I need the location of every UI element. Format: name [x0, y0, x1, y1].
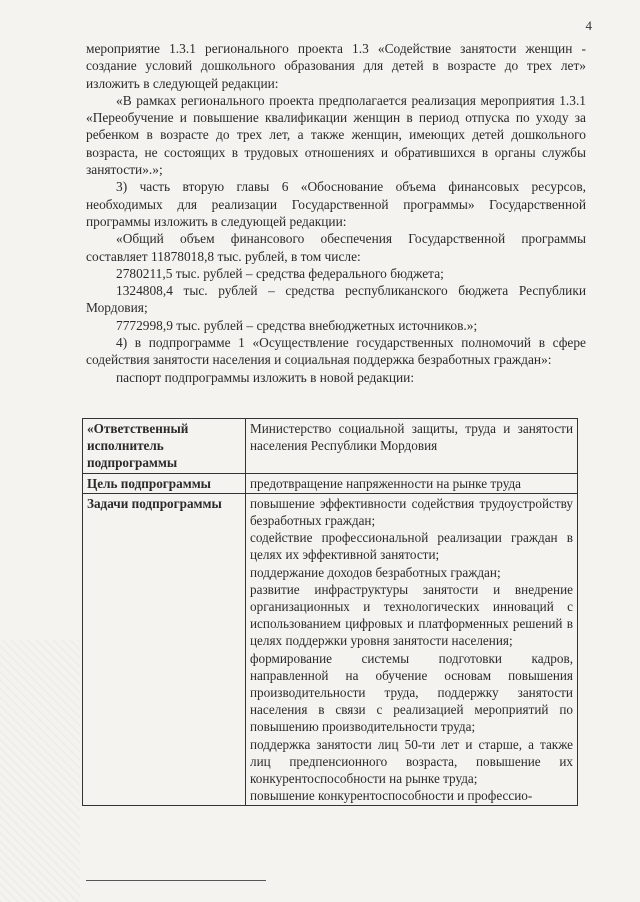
paragraph-chapter-6: 3) часть вторую главы 6 «Обоснование объема финансовых ресурсов, необходимых для реализации Государственной программы» Государственной программы изложить в следующей редакции: — [86, 179, 586, 229]
row-label-executor: «Ответственный исполнитель подпрограммы — [83, 419, 246, 474]
paragraph-subprogram-1: 4) в подпрограмме 1 «Осуществление государственных полномочий в сфере содействия занятости населения и социальная поддержка безработных граждан»: — [86, 335, 586, 368]
paragraph-federal-budget: 2780211,5 тыс. рублей – средства федерального бюджета; — [116, 265, 444, 281]
paragraph-measure-text: мероприятие 1.3.1 регионального проекта 1.3 «Содействие занятости женщин - создание условий дошкольного образования для детей в возрасте до трех лет» изложить в следующей редакции: — [86, 41, 586, 91]
task-item: повышение конкурентоспособности и профессио- — [250, 788, 533, 804]
body-text — [86, 40, 586, 386]
task-item: формирование системы подготовки кадров, направленной на обучение основам повышения производительности труда, поддержку занятости населения в связи с реализацией мероприятий по повышению производительности труда; — [250, 650, 573, 735]
page-number: 4 — [585, 18, 592, 33]
task-item: развитие инфраструктуры занятости и внедрение организационных и технологических инноваций с использованием цифровых и платформенных решений в целях поддержки уровня занятости населения; — [250, 581, 573, 649]
paragraph-extrabudgetary: 7772998,9 тыс. рублей – средства внебюджетных источников.»; — [116, 317, 478, 333]
scan-noise — [0, 640, 80, 902]
task-item: содействие профессиональной реализации граждан в целях их эффективной занятости; — [250, 530, 573, 563]
row-value-tasks — [246, 493, 578, 806]
task-item: поддержка занятости лиц 50-ти лет и старше, а также лиц предпенсионного возраста, повышение их конкурентоспособности на рынке труда; — [250, 736, 573, 787]
row-value-goal: предотвращение напряженности на рынке труда — [246, 473, 578, 493]
task-item: поддержание доходов безработных граждан; — [250, 564, 501, 580]
paragraph-passport-intro: паспорт подпрограммы изложить в новой редакции: — [116, 369, 415, 385]
subprogram-passport-table — [82, 418, 578, 806]
task-item: повышение эффективности содействия трудоустройству безработных граждан; — [250, 495, 573, 529]
bottom-rule — [86, 880, 266, 881]
row-label-tasks: Задачи подпрограммы — [83, 493, 246, 806]
table-row — [83, 419, 578, 474]
paragraph-regional-project: «В рамках регионального проекта предполагается реализация мероприятия 1.3.1 «Переобучение и повышение квалификации женщин в период отпуска по уходу за ребенком в возрасте до трех лет, а также женщин, имеющих детей дошкольного возраста, не состоящих в трудовых отношениях и обратившихся в органы службы занятости».»; — [86, 92, 586, 178]
row-value-executor: Министерство социальной защиты, труда и занятости населения Республики Мордовия — [246, 419, 578, 474]
table-row — [83, 473, 578, 493]
paragraph-total-funding: «Общий объем финансового обеспечения Государственной программы составляет 11878018,8 тыс. рублей, в том числе: — [86, 231, 586, 264]
table-row — [83, 493, 578, 806]
paragraph-republic-budget: 1324808,4 тыс. рублей – средства республиканского бюджета Республики Мордовия; — [86, 283, 586, 316]
row-label-goal: Цель подпрограммы — [83, 473, 246, 493]
